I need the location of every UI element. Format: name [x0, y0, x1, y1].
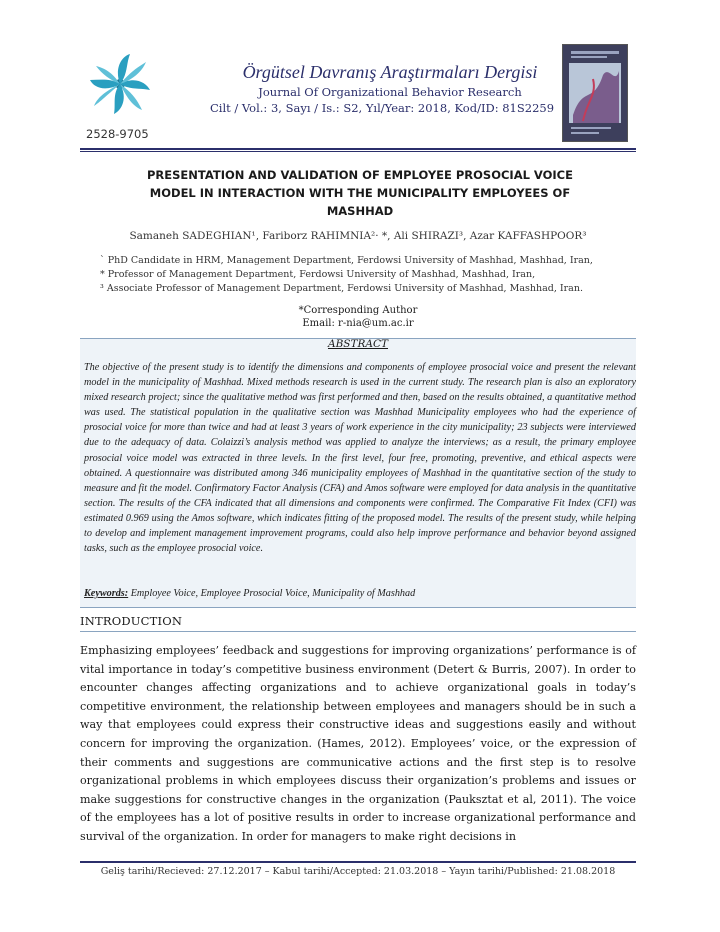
- paper-title-line: PRESENTATION AND VALIDATION OF EMPLOYEE PROSOCIAL VOICE: [147, 168, 573, 182]
- corresponding-label: *Corresponding Author: [298, 305, 418, 316]
- affiliation-item: ³ Associate Professor of Management Department, Ferdowsi University of Mashhad, Mashhad, Iran.: [100, 283, 583, 294]
- keywords-line: [84, 588, 636, 599]
- paper-title-line: MASHHAD: [326, 204, 394, 218]
- corresponding-email: Email: r-nia@um.ac.ir: [302, 318, 414, 329]
- author-list: Samaneh SADEGHIAN¹, Fariborz RAHIMNIA²· *, Ali SHIRAZI³, Azar KAFFASHPOOR³: [129, 230, 587, 242]
- paper-title-line: MODEL IN INTERACTION WITH THE MUNICIPALITY EMPLOYEES OF: [149, 186, 571, 200]
- issn-number: 2528-9705: [86, 127, 149, 141]
- abstract-heading: ABSTRACT: [327, 338, 389, 350]
- affiliation-item: * Professor of Management Department, Ferdowsi University of Mashhad, Mashhad, Iran,: [100, 269, 536, 280]
- footer-dates: Geliş tarihi/Recieved: 27.12.2017 – Kabul tarihi/Accepted: 21.03.2018 – Yayın tarihi/Published: 21.08.2018: [100, 866, 616, 877]
- header-rule: [80, 148, 636, 150]
- journal-cover-image: [562, 44, 628, 142]
- paper-title: [120, 166, 600, 220]
- volume-line: Cilt / Vol.: 3, Sayı / Is.: S2, Yıl/Year: 2018, Kod/ID: 81S2259: [209, 101, 555, 115]
- journal-title-english: Journal Of Organizational Behavior Research: [258, 85, 522, 99]
- journal-title: Örgütsel Davranış Araştırmaları Dergisi: [242, 62, 538, 82]
- footer-rule: [80, 861, 636, 863]
- affiliation-item: ` PhD Candidate in HRM, Management Department, Ferdowsi University of Mashhad, Mashhad, Iran,: [100, 255, 593, 266]
- header-rule-thin: [80, 151, 636, 152]
- affiliations: [100, 254, 620, 296]
- keywords-label: Keywords:: [84, 588, 129, 599]
- abstract-body: The objective of the present study is to identify the dimensions and components of employee prosocial voice and present the relevant model in the municipality of Mashhad. Mixed methods research is used in the current study. The research plan is also an exploratory mixed research project; since the qualitative method was first performed and then, based on the results obtained, a quantitative method was used. The statistical population in the qualitative section was Mashhad Municipality employees who had the experience of prosocial voice for more than twice and had at least 3 years of work experience in the city municipality; 23 subjects were interviewed due to the adequacy of data. Colaizzi’s analysis method was applied to analyze the interviews; as a result, the primary employee prosocial voice model was extracted in three levels. In the first level, four free, promoting, preventive, and ethical aspects were obtained. A questionnaire was distributed among 346 municipality employees of Mashhad in the quantitative section of the study to measure and fit the model. Confirmatory Factor Analysis (CFA) and Amos software were employed for data analysis in the quantitative section. The results of the CFA indicated that all dimensions and components were confirmed. The Comparative Fit Index (CFI) was estimated 0.969 using the Amos software, which indicates fitting of the proposed model. The results of the present study, while helping to develop and implement management improvement programs, could also help improve performance and behavior beyond assigned tasks, such as the employee prosocial voice.: [84, 362, 636, 555]
- keywords-text: Employee Voice, Employee Prosocial Voice, Municipality of Mashhad: [128, 588, 416, 599]
- introduction-heading: INTRODUCTION: [80, 614, 183, 628]
- journal-logo-icon: [84, 48, 156, 120]
- corresponding-author: [80, 304, 636, 330]
- introduction-body: Emphasizing employees’ feedback and suggestions for improving organizations’ performance is of vital importance in today’s competitive business environment (Detert & Burris, 2007). In order to encounter changes affecting organizations and to achieve organizational goals in today’s competitive environment, the relationship between employees and managers should be in such a way that employees could express their constructive ideas and suggestions easily and without concern for improving the organization. (Hames, 2012). Employees’ voice, or the expression of their comments and suggestions are communicative actions and the first step is to resolve organizational problems in which employees discuss their organization’s problems and issues or make suggestions for constructive changes in the organization (Pauksztat et al, 2011). The voice of the employees has a lot of positive results in order to increase organizational performance and survival of the organization. In order for managers to make right decisions in: [80, 644, 636, 843]
- introduction-rule: [80, 631, 636, 632]
